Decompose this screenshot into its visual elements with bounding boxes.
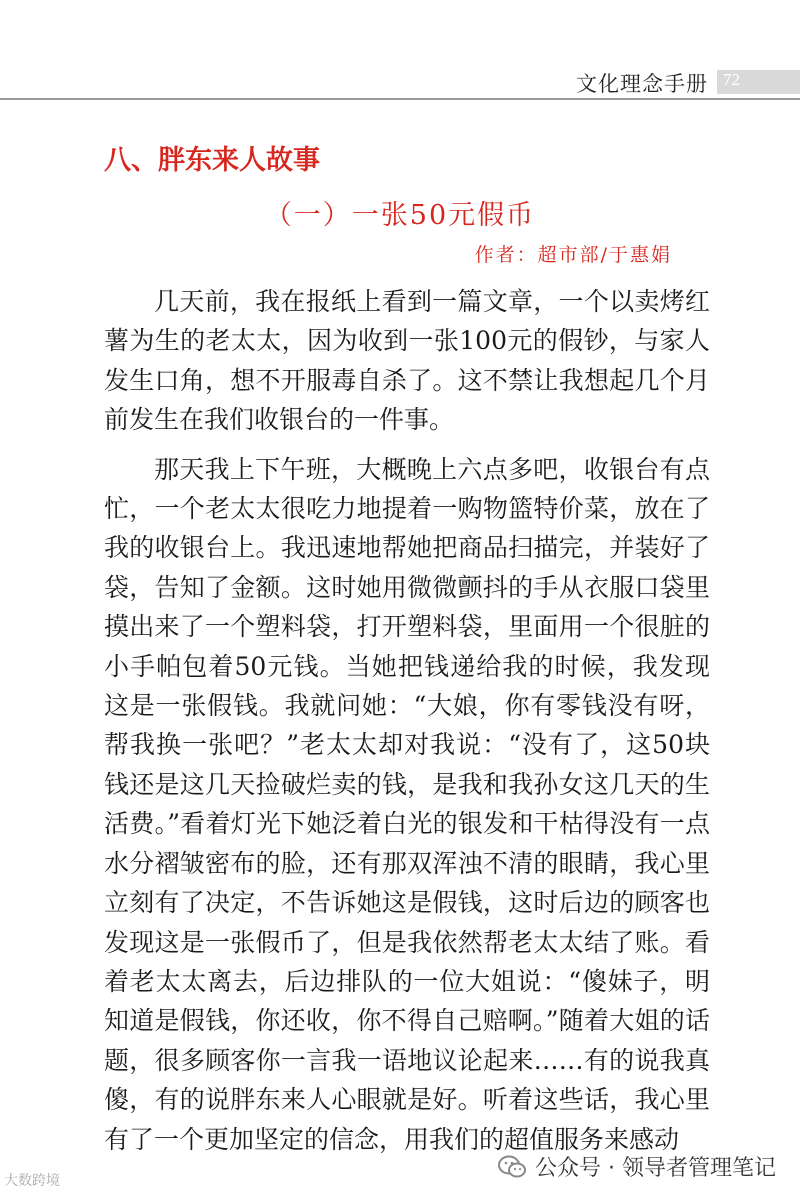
header-rule xyxy=(0,98,800,100)
page-number: 72 xyxy=(723,70,740,89)
running-header xyxy=(0,64,800,100)
section-title: 八、胖东来人故事 xyxy=(104,145,320,176)
footer-watermark-text: 公众号 · 领导者管理笔记 xyxy=(535,1156,776,1181)
paragraph-2: 那天我上下午班，大概晚上六点多吧，收银台有点忙，一个老太太很吃力地提着一购物篮特价菜，放在了我的收银台上。我迅速地帮她把商品扫描完，并装好了袋，告知了金额。这时她用微微颤抖的手从衣服口袋里摸出来了一个塑料袋，打开塑料袋，里面用一个很脏的小手帕包着50元钱。当她把钱递给我的时候，我发现这是一张假钱。我就问她：“大娘，你有零钱没有呀，帮我换一张吧？”老太太却对我说：“没有了，这50块钱还是这几天捡破烂卖的钱，是我和我孙女这几天的生活费。”看着灯光下她泛着白光的银发和干枯得没有一点水分褶皱密布的脸，还有那双浑浊不清的眼睛，我心里立刻有了决定，不告诉她这是假钱，这时后边的顾客也发现这是一张假币了，但是我依然帮老太太结了账。看着老太太离去，后边排队的一位大姐说：“傻妹子，明知道是假钱，你还收，你不得自己赔啊。”随着大姐的话题，很多顾客你一言我一语地议论起来……有的说我真傻，有的说胖东来人心眼就是好。听着这些话，我心里有了一个更加坚定的信念，用我们的超值服务来感动 xyxy=(104,454,710,1154)
wechat-icon xyxy=(497,1154,527,1180)
footer-watermark-right xyxy=(497,1151,776,1182)
footer-watermark-left: 大数跨境 xyxy=(4,1173,60,1189)
story-subtitle: （一）一张50元假币 xyxy=(264,200,536,231)
paragraph-1: 几天前，我在报纸上看到一篇文章，一个以卖烤红薯为生的老太太，因为收到一张100元的假钞，与家人发生口角，想不开服毒自杀了。这不禁让我想起几个月前发生在我们收银台的一件事。 xyxy=(104,287,710,435)
author-line: 作者：超市部/于惠娟 xyxy=(474,244,672,266)
header-title: 文化理念手册 xyxy=(576,72,708,96)
page-number-box xyxy=(717,70,800,94)
article-body xyxy=(104,282,710,1159)
